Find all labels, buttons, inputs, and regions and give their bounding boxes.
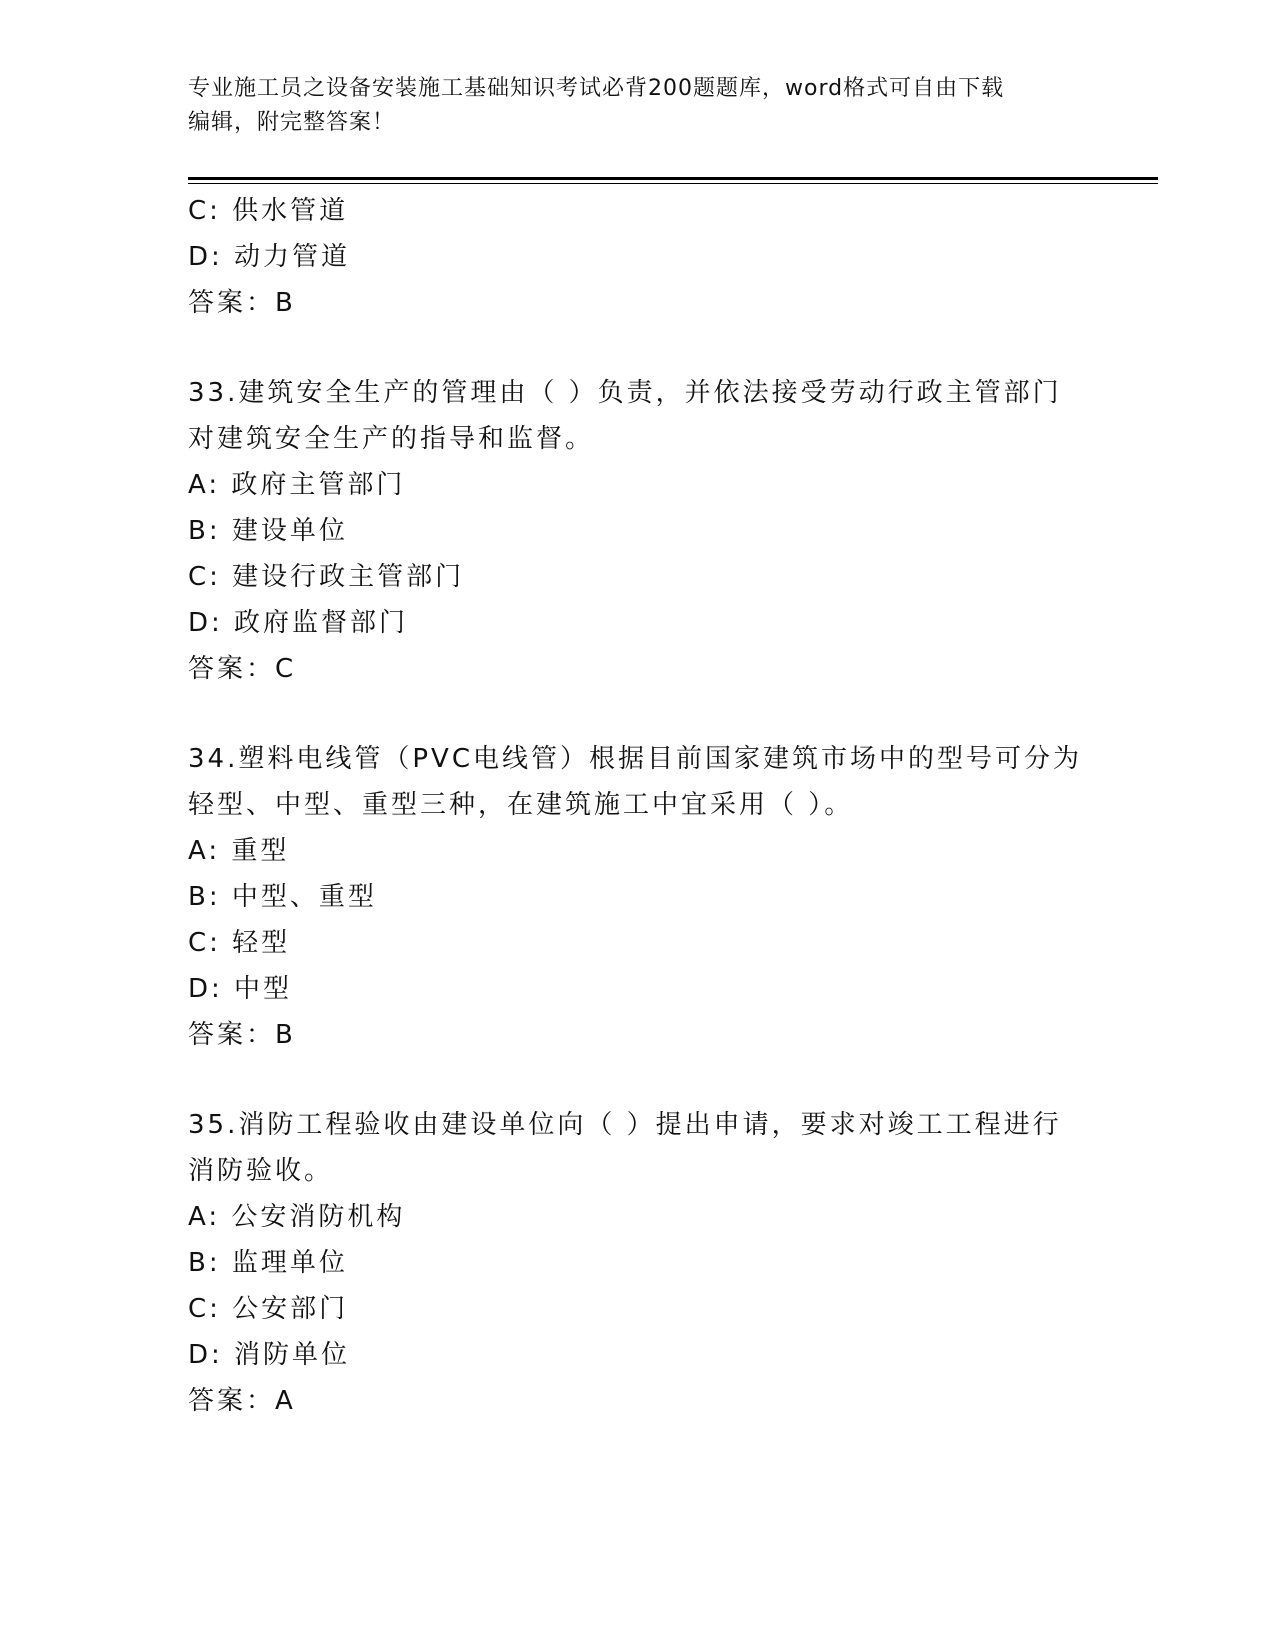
option-c: C: 公安部门 [188, 1294, 349, 1324]
question-text-line: 34.塑料电线管（PVC电线管）根据目前国家建筑市场中的型号可分为 [188, 744, 1082, 774]
option-c: C: 供水管道 [188, 196, 349, 226]
option-c: C: 轻型 [188, 928, 291, 958]
option-d: D: 中型 [188, 974, 293, 1004]
question-32-tail [188, 188, 1108, 326]
option-b: B: 中型、重型 [188, 882, 377, 912]
option-d: D: 消防单位 [188, 1340, 351, 1370]
question-35 [188, 1102, 1108, 1424]
option-a: A: 公安消防机构 [188, 1202, 406, 1232]
header-rule-thin [188, 183, 1158, 184]
question-text-line: 35.消防工程验收由建设单位向（ ）提出申请，要求对竣工工程进行 [188, 1110, 1062, 1140]
question-34 [188, 736, 1108, 1058]
option-c: C: 建设行政主管部门 [188, 562, 465, 592]
option-d: D: 动力管道 [188, 242, 351, 272]
question-text-line: 对建筑安全生产的指导和监督。 [188, 424, 595, 454]
document-header [188, 72, 1088, 140]
spacer [188, 692, 1108, 736]
question-text-line: 消防验收。 [188, 1156, 334, 1186]
header-line-1: 专业施工员之设备安装施工基础知识考试必背200题题库，word格式可自由下载 [188, 76, 1005, 101]
question-33 [188, 370, 1108, 692]
header-rule-thick [188, 177, 1158, 180]
answer-line: 答案：B [188, 288, 296, 318]
question-text-line: 33.建筑安全生产的管理由（ ）负责，并依法接受劳动行政主管部门 [188, 378, 1062, 408]
answer-line: 答案：B [188, 1020, 296, 1050]
spacer [188, 326, 1108, 370]
spacer [188, 1058, 1108, 1102]
option-a: A: 政府主管部门 [188, 470, 406, 500]
question-text-line: 轻型、中型、重型三种，在建筑施工中宜采用（ ）。 [188, 790, 854, 820]
header-line-2: 编辑，附完整答案！ [188, 110, 396, 135]
question-text [188, 1102, 1108, 1194]
question-text [188, 370, 1108, 462]
question-text [188, 736, 1108, 828]
question-list [188, 188, 1108, 1424]
option-d: D: 政府监督部门 [188, 608, 409, 638]
option-b: B: 监理单位 [188, 1248, 348, 1278]
option-b: B: 建设单位 [188, 516, 348, 546]
option-a: A: 重型 [188, 836, 290, 866]
answer-line: 答案：C [188, 654, 297, 684]
answer-line: 答案：A [188, 1386, 296, 1416]
